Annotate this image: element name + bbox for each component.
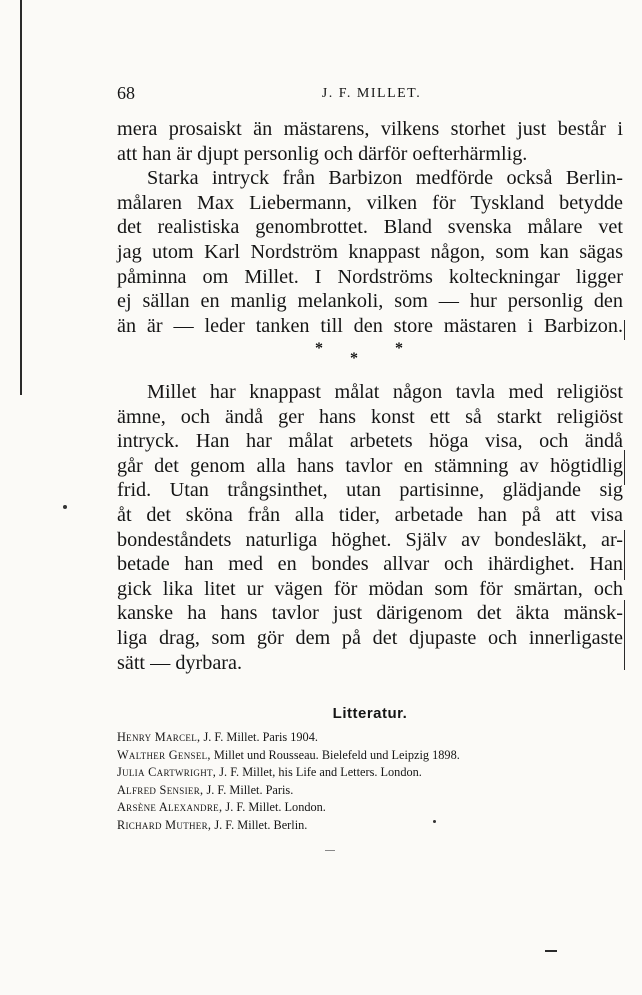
text-line: målaren Max Liebermann, vilken för Tyskland betydde xyxy=(117,191,623,214)
page-header xyxy=(117,83,626,105)
scan-edge-line xyxy=(624,320,625,340)
paragraph-2 xyxy=(117,380,623,675)
reference-item xyxy=(117,747,623,765)
scan-speck xyxy=(63,505,67,509)
reference-text: J. F. Millet. London. xyxy=(225,800,326,815)
scan-edge-line xyxy=(624,600,625,670)
reference-text: J. F. Millet. Paris. xyxy=(206,782,294,797)
reference-list xyxy=(117,729,623,835)
text-line: mera prosaiskt än mästarens, vilkens storhet just består i xyxy=(117,118,623,140)
reference-item xyxy=(117,764,623,782)
text-line: liga drag, som gör dem på det djupaste och innerligaste xyxy=(117,626,623,649)
reference-text: Millet und Rousseau. Bielefeld und Leipzig 1898. xyxy=(213,747,460,762)
text-line: åt det sköna från alla tider, arbetade han på att visa xyxy=(117,503,623,526)
text-line: det realistiska genombrottet. Bland svenska målare vet xyxy=(117,216,623,239)
section-separator xyxy=(300,340,410,370)
text-line: gick lika litet ur vägen för mödan som för smärtan, och xyxy=(117,577,623,600)
reference-item xyxy=(117,729,623,747)
text-line: frid. Utan trångsinthet, utan partisinne, glädjande sig xyxy=(117,479,623,502)
text-line: Starka intryck från Barbizon medförde också Berlin- xyxy=(147,167,623,190)
text-line: intryck. Han har målat arbetets höga visa, och ändå xyxy=(117,430,623,453)
text-line: går det genom alla hans tavlor en stämning av högtidlig xyxy=(117,454,623,477)
literature-heading: Litteratur. xyxy=(332,705,408,722)
scan-edge-line xyxy=(624,530,625,580)
separator-star: * xyxy=(395,340,403,357)
text-line: än är — leder tanken till den store mästaren i Barbizon. xyxy=(117,314,623,337)
reference-item xyxy=(117,799,623,817)
scan-mark xyxy=(545,950,557,952)
page-number: 68 xyxy=(117,83,135,103)
scan-edge-line xyxy=(624,450,625,485)
reference-author: Henry Marcel, xyxy=(117,730,201,744)
separator-star: * xyxy=(350,350,358,367)
text-line: påminna om Millet. I Nordströms kolteckningar ligger xyxy=(117,265,623,288)
reference-text: J. F. Millet. Paris 1904. xyxy=(203,730,318,744)
separator-star: * xyxy=(315,340,323,357)
text-line: Millet har knappast målat någon tavla med religiöst xyxy=(147,381,623,403)
text-line: bondeståndets naturliga höghet. Själv av bondesläkt, ar- xyxy=(117,528,623,551)
text-line: jag utom Karl Nordström knappast någon, som kan sägas xyxy=(117,240,623,263)
text-line: att han är djupt personlig och därför oefterhärmlig. xyxy=(117,142,528,165)
reference-author: Alfred Sensier, xyxy=(117,782,204,797)
text-line: ej sällan en manlig melankoli, som — hur personlig den xyxy=(117,290,623,313)
text-line: sätt — dyrbara. xyxy=(117,651,243,674)
reference-author: Richard Muther, xyxy=(117,817,212,832)
paragraph-1 xyxy=(117,117,623,338)
text-line: ämne, och ändå ger hans konst ett så starkt religiöst xyxy=(117,405,623,428)
running-head: J. F. MILLET. xyxy=(321,86,422,101)
text-line: betade han med en bondes allvar och ihärdighet. Han xyxy=(117,553,623,576)
scan-mark xyxy=(325,850,335,851)
reference-item xyxy=(117,817,623,835)
reference-item xyxy=(117,782,623,800)
reference-text: J. F. Millet. Berlin. xyxy=(214,817,308,832)
reference-author: Julia Cartwright, xyxy=(117,765,217,780)
text-line: kanske ha hans tavlor just därigenom det äkta mänsk- xyxy=(117,602,623,625)
reference-author: Arsène Alexandre, xyxy=(117,800,223,815)
scan-edge-line xyxy=(20,0,22,395)
reference-author: Walther Gensel, xyxy=(117,747,211,762)
reference-text: J. F. Millet, his Life and Letters. London. xyxy=(219,765,422,780)
